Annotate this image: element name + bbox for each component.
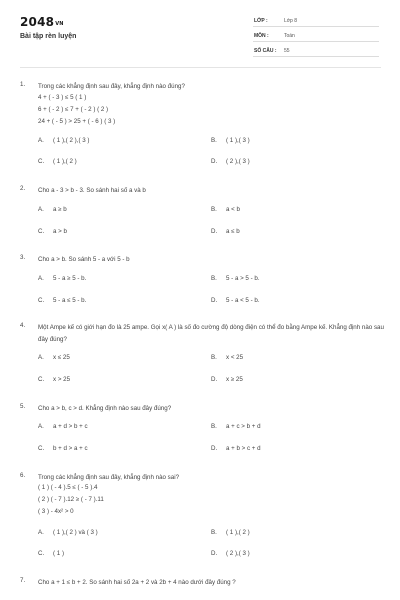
option-c[interactable] <box>38 228 67 235</box>
meta-subject-value: Toán <box>284 33 295 39</box>
option-b[interactable] <box>211 206 240 213</box>
option-a[interactable] <box>38 423 88 430</box>
option-letter: B. <box>211 137 217 144</box>
option-a[interactable] <box>38 354 70 361</box>
question-number: 1. <box>20 81 26 88</box>
question-statement: 24 + ( - 5 ) > 25 + ( - 6 ) ( 3 ) <box>38 118 116 125</box>
option-letter: A. <box>38 206 44 213</box>
logo-text: 2048 <box>20 15 55 29</box>
option-text: ( 1 ),( 3 ) <box>226 137 250 144</box>
question-statement: 4 + ( - 3 ) ≤ 5 ( 1 ) <box>38 94 87 101</box>
option-letter: A. <box>38 354 44 361</box>
meta-count-row <box>253 44 379 57</box>
option-text: x ≤ 25 <box>53 354 70 361</box>
option-text: b + d > a + c <box>53 445 88 452</box>
option-text: ( 2 ),( 3 ) <box>226 158 250 165</box>
option-letter: C. <box>38 297 45 304</box>
question-text: Trong các khẳng định sau đây, khẳng định nào đúng? <box>38 83 185 90</box>
option-text: a ≥ b <box>53 206 67 213</box>
option-letter: B. <box>211 354 217 361</box>
question-statement: ( 3 ) - 4x² > 0 <box>38 508 74 515</box>
option-d[interactable] <box>211 228 240 235</box>
option-b[interactable] <box>211 354 243 361</box>
page-title: Bài tập rèn luyện <box>20 33 77 40</box>
option-c[interactable] <box>38 158 77 165</box>
option-text: a + c > b + d <box>226 423 261 430</box>
option-d[interactable] <box>211 445 261 452</box>
option-letter: C. <box>38 376 45 383</box>
option-d[interactable] <box>211 158 250 165</box>
question-text: Một Ampe kế có giới hạn đo là 25 ampe. Gọi x( A ) là số đo cường độ dòng điện có thể đo bằng Ampe kế. Khẳng định nào sau đây đúng? <box>38 324 384 343</box>
option-text: a + b > c + d <box>226 445 261 452</box>
option-letter: A. <box>38 529 44 536</box>
meta-class-label: LỚP : <box>254 18 268 24</box>
option-letter: A. <box>38 423 44 430</box>
header-divider <box>20 67 381 68</box>
option-letter: B. <box>211 423 217 430</box>
option-text: a + d > b + c <box>53 423 88 430</box>
option-letter: C. <box>38 445 45 452</box>
question-text: Trong các khẳng định sau đây, khẳng định nào sai? <box>38 474 180 481</box>
option-letter: C. <box>38 550 45 557</box>
question-number: 7. <box>20 577 26 584</box>
option-letter: D. <box>211 297 218 304</box>
option-text: x < 25 <box>226 354 244 361</box>
page-header <box>0 0 400 70</box>
option-text: x > 25 <box>53 376 71 383</box>
option-letter: D. <box>211 376 218 383</box>
meta-class-row <box>253 14 379 27</box>
option-c[interactable] <box>38 376 70 383</box>
option-text: ( 1 ),( 2 ),( 3 ) <box>53 137 90 144</box>
meta-subject-row <box>253 29 379 42</box>
question-number: 2. <box>20 185 26 192</box>
option-text: x ≥ 25 <box>226 376 243 383</box>
question-number: 6. <box>20 472 26 479</box>
option-c[interactable] <box>38 297 86 304</box>
option-letter: A. <box>38 275 44 282</box>
question-number: 3. <box>20 254 26 261</box>
option-text: ( 1 ) <box>53 550 65 557</box>
option-letter: D. <box>211 158 218 165</box>
option-text: a < b <box>226 206 240 213</box>
option-b[interactable] <box>211 137 250 144</box>
logo-suffix: VN <box>55 21 64 27</box>
meta-count-label: SỐ CÂU : <box>254 48 277 54</box>
option-a[interactable] <box>38 275 86 282</box>
question-text: Cho a > b, c > d. Khẳng định nào sau đây đúng? <box>38 405 172 412</box>
option-d[interactable] <box>211 297 260 304</box>
option-text: a ≤ b <box>226 228 240 235</box>
question-text: Cho a - 3 > b - 3. So sánh hai số a và b <box>38 187 146 194</box>
option-text: 5 - a ≥ 5 - b. <box>53 275 87 282</box>
meta-subject-label: MÔN : <box>254 33 269 39</box>
meta-class-value: Lớp 8 <box>284 18 298 24</box>
option-letter: B. <box>211 529 217 536</box>
question-text: Cho a > b. So sánh 5 - a với 5 - b <box>38 256 130 263</box>
option-text: ( 1 ),( 2 ) và ( 3 ) <box>53 529 98 536</box>
option-b[interactable] <box>211 423 261 430</box>
option-letter: A. <box>38 137 44 144</box>
question-statement: ( 2 ) ( - 7 ).12 ≥ ( - 7 ).11 <box>38 496 104 503</box>
question-text: Cho a + 1 ≤ b + 2. So sánh hai số 2a + 2 và 2b + 4 nào dưới đây đúng ? <box>38 579 236 586</box>
option-text: 5 - a ≤ 5 - b. <box>53 297 87 304</box>
option-text: 5 - a < 5 - b. <box>226 297 260 304</box>
option-letter: C. <box>38 228 45 235</box>
option-a[interactable] <box>38 137 89 144</box>
option-a[interactable] <box>38 529 98 536</box>
option-a[interactable] <box>38 206 67 213</box>
option-text: 5 - a > 5 - b. <box>226 275 260 282</box>
option-letter: D. <box>211 550 218 557</box>
option-letter: B. <box>211 275 217 282</box>
question-number: 4. <box>20 322 26 329</box>
option-c[interactable] <box>38 445 88 452</box>
option-text: a > b <box>53 228 67 235</box>
option-letter: D. <box>211 445 218 452</box>
option-b[interactable] <box>211 275 260 282</box>
option-b[interactable] <box>211 529 250 536</box>
question-statement: ( 1 ) ( - 4 ).5 ≤ ( - 5 ).4 <box>38 484 98 491</box>
option-c[interactable] <box>38 550 64 557</box>
option-text: ( 1 ),( 2 ) <box>226 529 250 536</box>
option-d[interactable] <box>211 550 250 557</box>
question-number: 5. <box>20 403 26 410</box>
site-logo[interactable] <box>20 15 64 29</box>
option-d[interactable] <box>211 376 243 383</box>
option-letter: C. <box>38 158 45 165</box>
question-statement: 6 + ( - 2 ) ≤ 7 + ( - 2 ) ( 2 ) <box>38 106 109 113</box>
option-text: ( 1 ),( 2 ) <box>53 158 77 165</box>
meta-count-value: 55 <box>284 48 290 54</box>
option-text: ( 2 ),( 3 ) <box>226 550 250 557</box>
option-letter: B. <box>211 206 217 213</box>
option-letter: D. <box>211 228 218 235</box>
